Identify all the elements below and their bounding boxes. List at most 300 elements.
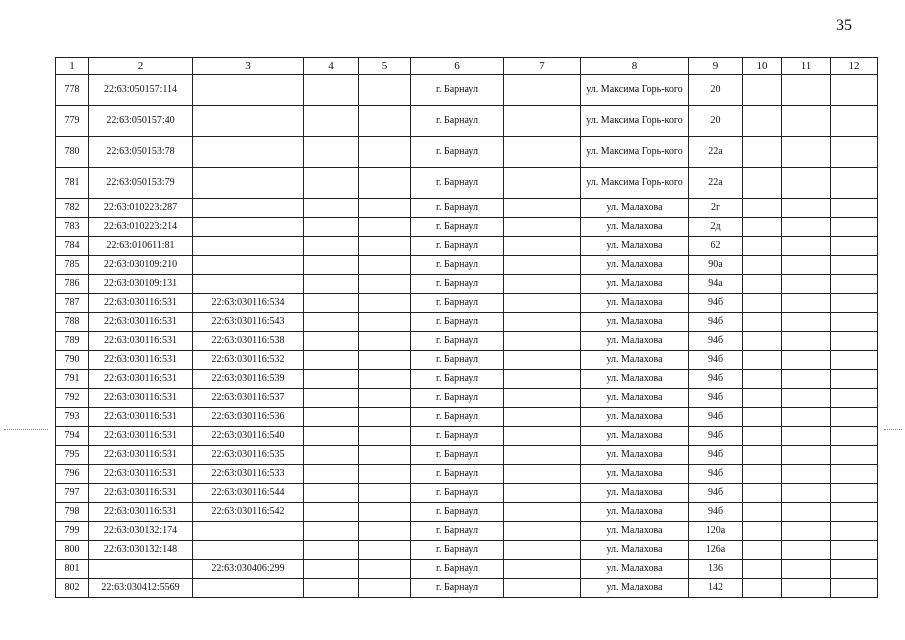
col-4-cell — [304, 503, 359, 522]
col-12-cell — [831, 370, 878, 389]
street-cell: ул. Малахова — [581, 351, 689, 370]
cadastral-number-2-cell: 22:63:030116:540 — [193, 427, 304, 446]
city-cell: г. Барнаул — [411, 256, 504, 275]
house-number-cell: 136 — [689, 560, 743, 579]
row-number-cell: 794 — [56, 427, 89, 446]
col-10-cell — [743, 256, 782, 275]
column-header: 12 — [831, 58, 878, 75]
house-number-cell: 94б — [689, 294, 743, 313]
street-cell: ул. Максима Горь-кого — [581, 106, 689, 137]
table-row — [56, 579, 878, 598]
table-row — [56, 484, 878, 503]
col-12-cell — [831, 503, 878, 522]
col-5-cell — [359, 294, 411, 313]
col-11-cell — [782, 427, 831, 446]
col-11-cell — [782, 503, 831, 522]
col-11-cell — [782, 389, 831, 408]
col-5-cell — [359, 237, 411, 256]
col-7-cell — [504, 389, 581, 408]
col-5-cell — [359, 256, 411, 275]
col-10-cell — [743, 446, 782, 465]
col-10-cell — [743, 370, 782, 389]
row-number-cell: 783 — [56, 218, 89, 237]
col-12-cell — [831, 275, 878, 294]
table-row — [56, 294, 878, 313]
col-11-cell — [782, 370, 831, 389]
city-cell: г. Барнаул — [411, 389, 504, 408]
col-12-cell — [831, 522, 878, 541]
city-cell: г. Барнаул — [411, 237, 504, 256]
city-cell: г. Барнаул — [411, 465, 504, 484]
page-number: 35 — [836, 17, 852, 34]
row-number-cell: 788 — [56, 313, 89, 332]
city-cell: г. Барнаул — [411, 560, 504, 579]
table-row — [56, 332, 878, 351]
house-number-cell: 22а — [689, 168, 743, 199]
house-number-cell: 2г — [689, 199, 743, 218]
col-10-cell — [743, 541, 782, 560]
col-7-cell — [504, 560, 581, 579]
street-cell: ул. Малахова — [581, 465, 689, 484]
city-cell: г. Барнаул — [411, 541, 504, 560]
row-number-cell: 802 — [56, 579, 89, 598]
house-number-cell: 94б — [689, 503, 743, 522]
column-header: 2 — [89, 58, 193, 75]
house-number-cell: 126а — [689, 541, 743, 560]
street-cell: ул. Максима Горь-кого — [581, 137, 689, 168]
street-cell: ул. Малахова — [581, 503, 689, 522]
cadastral-number-cell: 22:63:030412:5569 — [89, 579, 193, 598]
col-12-cell — [831, 465, 878, 484]
col-12-cell — [831, 351, 878, 370]
city-cell: г. Барнаул — [411, 446, 504, 465]
street-cell: ул. Малахова — [581, 370, 689, 389]
cadastral-number-2-cell — [193, 522, 304, 541]
col-7-cell — [504, 256, 581, 275]
scan-artifact-right — [884, 429, 902, 431]
col-12-cell — [831, 256, 878, 275]
col-12-cell — [831, 313, 878, 332]
col-5-cell — [359, 351, 411, 370]
house-number-cell: 94б — [689, 389, 743, 408]
col-5-cell — [359, 275, 411, 294]
col-10-cell — [743, 427, 782, 446]
col-11-cell — [782, 256, 831, 275]
row-number-cell: 799 — [56, 522, 89, 541]
col-7-cell — [504, 294, 581, 313]
col-4-cell — [304, 168, 359, 199]
street-cell: ул. Малахова — [581, 579, 689, 598]
col-11-cell — [782, 579, 831, 598]
col-12-cell — [831, 446, 878, 465]
col-5-cell — [359, 484, 411, 503]
col-5-cell — [359, 168, 411, 199]
cadastral-number-cell: 22:63:050157:40 — [89, 106, 193, 137]
col-10-cell — [743, 503, 782, 522]
table-row — [56, 75, 878, 106]
col-7-cell — [504, 351, 581, 370]
city-cell: г. Барнаул — [411, 275, 504, 294]
row-number-cell: 785 — [56, 256, 89, 275]
cadastral-number-cell: 22:63:010611:81 — [89, 237, 193, 256]
col-5-cell — [359, 389, 411, 408]
city-cell: г. Барнаул — [411, 484, 504, 503]
cadastral-number-2-cell — [193, 275, 304, 294]
register-table — [55, 57, 878, 598]
col-10-cell — [743, 408, 782, 427]
col-5-cell — [359, 106, 411, 137]
street-cell: ул. Малахова — [581, 199, 689, 218]
col-11-cell — [782, 484, 831, 503]
cadastral-number-2-cell: 22:63:030406:299 — [193, 560, 304, 579]
col-4-cell — [304, 389, 359, 408]
col-7-cell — [504, 446, 581, 465]
col-10-cell — [743, 137, 782, 168]
col-11-cell — [782, 237, 831, 256]
cadastral-number-2-cell — [193, 237, 304, 256]
house-number-cell: 20 — [689, 106, 743, 137]
cadastral-number-cell: 22:63:030116:531 — [89, 408, 193, 427]
col-7-cell — [504, 275, 581, 294]
house-number-cell: 94б — [689, 465, 743, 484]
col-11-cell — [782, 446, 831, 465]
cadastral-number-2-cell: 22:63:030116:544 — [193, 484, 304, 503]
cadastral-number-2-cell: 22:63:030116:537 — [193, 389, 304, 408]
cadastral-number-cell: 22:63:030116:531 — [89, 389, 193, 408]
col-4-cell — [304, 218, 359, 237]
col-7-cell — [504, 503, 581, 522]
col-10-cell — [743, 313, 782, 332]
col-10-cell — [743, 275, 782, 294]
col-5-cell — [359, 408, 411, 427]
row-number-cell: 790 — [56, 351, 89, 370]
cadastral-number-2-cell — [193, 137, 304, 168]
row-number-cell: 787 — [56, 294, 89, 313]
cadastral-number-2-cell — [193, 541, 304, 560]
street-cell: ул. Малахова — [581, 275, 689, 294]
col-12-cell — [831, 332, 878, 351]
street-cell: ул. Малахова — [581, 427, 689, 446]
cadastral-number-2-cell — [193, 256, 304, 275]
col-10-cell — [743, 579, 782, 598]
street-cell: ул. Малахова — [581, 522, 689, 541]
col-10-cell — [743, 294, 782, 313]
cadastral-number-cell: 22:63:030116:531 — [89, 484, 193, 503]
cadastral-number-cell: 22:63:030116:531 — [89, 370, 193, 389]
col-11-cell — [782, 313, 831, 332]
col-10-cell — [743, 199, 782, 218]
table-row — [56, 408, 878, 427]
city-cell: г. Барнаул — [411, 199, 504, 218]
col-4-cell — [304, 75, 359, 106]
table-row — [56, 256, 878, 275]
col-12-cell — [831, 237, 878, 256]
col-4-cell — [304, 137, 359, 168]
table-row — [56, 351, 878, 370]
house-number-cell: 94б — [689, 332, 743, 351]
col-12-cell — [831, 541, 878, 560]
city-cell: г. Барнаул — [411, 218, 504, 237]
city-cell: г. Барнаул — [411, 137, 504, 168]
table-body — [56, 75, 878, 598]
col-11-cell — [782, 106, 831, 137]
house-number-cell: 62 — [689, 237, 743, 256]
cadastral-number-cell: 22:63:030109:210 — [89, 256, 193, 275]
cadastral-number-cell: 22:63:030116:531 — [89, 294, 193, 313]
cadastral-number-2-cell — [193, 168, 304, 199]
cadastral-number-cell: 22:63:030116:531 — [89, 313, 193, 332]
col-5-cell — [359, 522, 411, 541]
col-10-cell — [743, 237, 782, 256]
col-7-cell — [504, 137, 581, 168]
column-header: 11 — [782, 58, 831, 75]
col-11-cell — [782, 294, 831, 313]
table-row — [56, 199, 878, 218]
cadastral-number-cell: 22:63:030116:531 — [89, 446, 193, 465]
house-number-cell: 94б — [689, 446, 743, 465]
col-4-cell — [304, 106, 359, 137]
col-4-cell — [304, 199, 359, 218]
column-header: 6 — [411, 58, 504, 75]
cadastral-number-cell: 22:63:030116:531 — [89, 427, 193, 446]
col-10-cell — [743, 522, 782, 541]
table-row — [56, 168, 878, 199]
col-4-cell — [304, 313, 359, 332]
col-4-cell — [304, 256, 359, 275]
column-header: 1 — [56, 58, 89, 75]
col-4-cell — [304, 408, 359, 427]
street-cell: ул. Малахова — [581, 294, 689, 313]
col-5-cell — [359, 503, 411, 522]
cadastral-number-2-cell: 22:63:030116:539 — [193, 370, 304, 389]
col-12-cell — [831, 75, 878, 106]
cadastral-number-cell: 22:63:030116:531 — [89, 465, 193, 484]
col-7-cell — [504, 332, 581, 351]
col-7-cell — [504, 106, 581, 137]
header-row — [56, 58, 878, 75]
city-cell: г. Барнаул — [411, 106, 504, 137]
cadastral-number-cell: 22:63:030109:131 — [89, 275, 193, 294]
table-row — [56, 427, 878, 446]
col-11-cell — [782, 199, 831, 218]
col-5-cell — [359, 370, 411, 389]
col-7-cell — [504, 199, 581, 218]
street-cell: ул. Малахова — [581, 218, 689, 237]
col-4-cell — [304, 370, 359, 389]
row-number-cell: 795 — [56, 446, 89, 465]
cadastral-number-cell: 22:63:010223:214 — [89, 218, 193, 237]
col-10-cell — [743, 218, 782, 237]
city-cell: г. Барнаул — [411, 503, 504, 522]
cadastral-number-cell: 22:63:030116:531 — [89, 351, 193, 370]
city-cell: г. Барнаул — [411, 522, 504, 541]
row-number-cell: 801 — [56, 560, 89, 579]
cadastral-number-2-cell — [193, 579, 304, 598]
house-number-cell: 94б — [689, 370, 743, 389]
city-cell: г. Барнаул — [411, 427, 504, 446]
column-header: 4 — [304, 58, 359, 75]
col-4-cell — [304, 427, 359, 446]
cadastral-number-2-cell: 22:63:030116:534 — [193, 294, 304, 313]
row-number-cell: 789 — [56, 332, 89, 351]
col-7-cell — [504, 427, 581, 446]
scan-artifact-left — [4, 429, 48, 431]
table-row — [56, 503, 878, 522]
col-11-cell — [782, 408, 831, 427]
col-4-cell — [304, 446, 359, 465]
col-10-cell — [743, 484, 782, 503]
row-number-cell: 798 — [56, 503, 89, 522]
street-cell: ул. Малахова — [581, 560, 689, 579]
table-row — [56, 313, 878, 332]
col-5-cell — [359, 332, 411, 351]
cadastral-number-2-cell: 22:63:030116:538 — [193, 332, 304, 351]
house-number-cell: 20 — [689, 75, 743, 106]
col-10-cell — [743, 351, 782, 370]
col-7-cell — [504, 218, 581, 237]
col-11-cell — [782, 168, 831, 199]
cadastral-number-2-cell: 22:63:030116:535 — [193, 446, 304, 465]
street-cell: ул. Максима Горь-кого — [581, 168, 689, 199]
row-number-cell: 793 — [56, 408, 89, 427]
row-number-cell: 792 — [56, 389, 89, 408]
street-cell: ул. Малахова — [581, 484, 689, 503]
cadastral-number-cell: 22:63:030132:174 — [89, 522, 193, 541]
col-4-cell — [304, 484, 359, 503]
table-row — [56, 522, 878, 541]
col-11-cell — [782, 137, 831, 168]
cadastral-number-cell: 22:63:050153:78 — [89, 137, 193, 168]
col-12-cell — [831, 199, 878, 218]
street-cell: ул. Малахова — [581, 237, 689, 256]
street-cell: ул. Малахова — [581, 389, 689, 408]
house-number-cell: 94а — [689, 275, 743, 294]
row-number-cell: 781 — [56, 168, 89, 199]
col-11-cell — [782, 332, 831, 351]
table-row — [56, 218, 878, 237]
col-5-cell — [359, 579, 411, 598]
street-cell: ул. Максима Горь-кого — [581, 75, 689, 106]
table-row — [56, 106, 878, 137]
col-11-cell — [782, 218, 831, 237]
col-5-cell — [359, 446, 411, 465]
col-4-cell — [304, 294, 359, 313]
col-7-cell — [504, 484, 581, 503]
house-number-cell: 94б — [689, 351, 743, 370]
column-header: 7 — [504, 58, 581, 75]
col-10-cell — [743, 465, 782, 484]
col-11-cell — [782, 275, 831, 294]
col-7-cell — [504, 313, 581, 332]
col-5-cell — [359, 199, 411, 218]
col-11-cell — [782, 560, 831, 579]
cadastral-number-2-cell — [193, 75, 304, 106]
col-7-cell — [504, 370, 581, 389]
street-cell: ул. Малахова — [581, 541, 689, 560]
col-7-cell — [504, 75, 581, 106]
row-number-cell: 800 — [56, 541, 89, 560]
house-number-cell: 94б — [689, 427, 743, 446]
col-4-cell — [304, 275, 359, 294]
col-4-cell — [304, 332, 359, 351]
table-row — [56, 389, 878, 408]
cadastral-number-2-cell — [193, 106, 304, 137]
house-number-cell: 142 — [689, 579, 743, 598]
col-12-cell — [831, 408, 878, 427]
col-11-cell — [782, 351, 831, 370]
cadastral-number-cell: 22:63:030116:531 — [89, 503, 193, 522]
city-cell: г. Барнаул — [411, 313, 504, 332]
table-row — [56, 237, 878, 256]
house-number-cell: 90а — [689, 256, 743, 275]
cadastral-number-cell: 22:63:050153:79 — [89, 168, 193, 199]
col-12-cell — [831, 168, 878, 199]
city-cell: г. Барнаул — [411, 579, 504, 598]
col-5-cell — [359, 541, 411, 560]
col-5-cell — [359, 313, 411, 332]
house-number-cell: 120а — [689, 522, 743, 541]
city-cell: г. Барнаул — [411, 294, 504, 313]
col-4-cell — [304, 237, 359, 256]
column-header: 5 — [359, 58, 411, 75]
cadastral-number-2-cell: 22:63:030116:532 — [193, 351, 304, 370]
col-7-cell — [504, 522, 581, 541]
street-cell: ул. Малахова — [581, 313, 689, 332]
city-cell: г. Барнаул — [411, 75, 504, 106]
column-header: 8 — [581, 58, 689, 75]
cadastral-number-cell: 22:63:010223:287 — [89, 199, 193, 218]
house-number-cell: 2д — [689, 218, 743, 237]
col-5-cell — [359, 137, 411, 168]
table-row — [56, 465, 878, 484]
city-cell: г. Барнаул — [411, 332, 504, 351]
col-12-cell — [831, 427, 878, 446]
col-10-cell — [743, 389, 782, 408]
col-12-cell — [831, 294, 878, 313]
cadastral-number-2-cell: 22:63:030116:536 — [193, 408, 304, 427]
col-11-cell — [782, 522, 831, 541]
table-row — [56, 541, 878, 560]
cadastral-number-2-cell: 22:63:030116:543 — [193, 313, 304, 332]
house-number-cell: 94б — [689, 484, 743, 503]
col-4-cell — [304, 579, 359, 598]
col-12-cell — [831, 106, 878, 137]
col-10-cell — [743, 560, 782, 579]
col-5-cell — [359, 560, 411, 579]
cadastral-number-2-cell — [193, 199, 304, 218]
col-7-cell — [504, 237, 581, 256]
col-7-cell — [504, 579, 581, 598]
column-header: 3 — [193, 58, 304, 75]
column-header: 9 — [689, 58, 743, 75]
col-11-cell — [782, 75, 831, 106]
col-12-cell — [831, 389, 878, 408]
col-12-cell — [831, 484, 878, 503]
table-row — [56, 560, 878, 579]
column-header: 10 — [743, 58, 782, 75]
row-number-cell: 797 — [56, 484, 89, 503]
city-cell: г. Барнаул — [411, 370, 504, 389]
row-number-cell: 784 — [56, 237, 89, 256]
cadastral-number-2-cell — [193, 218, 304, 237]
cadastral-number-2-cell: 22:63:030116:542 — [193, 503, 304, 522]
col-10-cell — [743, 75, 782, 106]
row-number-cell: 796 — [56, 465, 89, 484]
row-number-cell: 779 — [56, 106, 89, 137]
col-10-cell — [743, 168, 782, 199]
cadastral-number-cell: 22:63:030116:531 — [89, 332, 193, 351]
city-cell: г. Барнаул — [411, 408, 504, 427]
